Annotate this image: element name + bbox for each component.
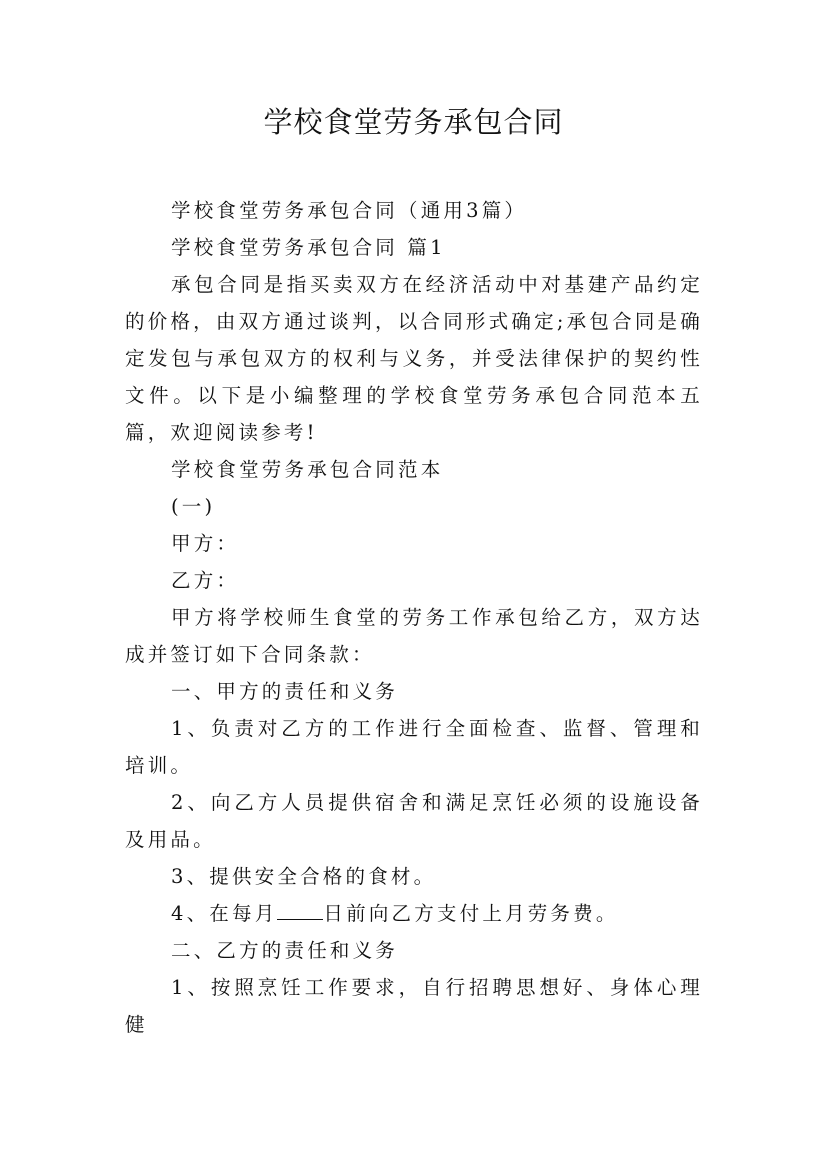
party-b-label: 乙方：: [171, 569, 240, 592]
paragraph-template-heading: 学校食堂劳务承包合同范本: [171, 458, 444, 481]
party-a-label: 甲方：: [171, 532, 240, 555]
clause-a-3: 3、提供安全合格的食材。: [171, 865, 437, 888]
clause-b-1: 1、按照烹饪工作要求，自行招聘思想好、身体心理健: [125, 976, 703, 1036]
paragraph-number: (一): [171, 495, 216, 518]
clause-a-4-after: 日前向乙方支付上月劳务费。: [323, 902, 619, 925]
document-body: [125, 192, 703, 1043]
document-title: 学校食堂劳务承包合同: [263, 105, 564, 139]
paragraph-agreement: 甲方将学校师生食堂的劳务工作承包给乙方，双方达成并签订如下合同条款：: [125, 606, 703, 666]
paragraph-section-heading: 学校食堂劳务承包合同 篇1: [171, 236, 446, 259]
blank-underline: [277, 897, 323, 920]
clause-heading-party-b: 二、乙方的责任和义务: [171, 939, 399, 962]
clause-a-1: 1、负责对乙方的工作进行全面检查、监督、管理和培训。: [125, 717, 703, 777]
clause-heading-party-a: 一、甲方的责任和义务: [171, 680, 399, 703]
paragraph-intro: 承包合同是指买卖双方在经济活动中对基建产品约定的价格，由双方通过谈判，以合同形式确定;承包合同是确定发包与承包双方的权利与义务，并受法律保护的契约性文件。以下是小编整理的学校食堂劳务承包合同范本五篇，欢迎阅读参考!: [125, 273, 703, 444]
clause-a-2: 2、向乙方人员提供宿舍和满足烹饪必须的设施设备及用品。: [125, 791, 703, 851]
paragraph-subtitle: 学校食堂劳务承包合同（通用3篇）: [171, 199, 528, 222]
clause-a-4-before: 4、在每月: [171, 902, 278, 925]
clause-a-4: [125, 895, 703, 932]
